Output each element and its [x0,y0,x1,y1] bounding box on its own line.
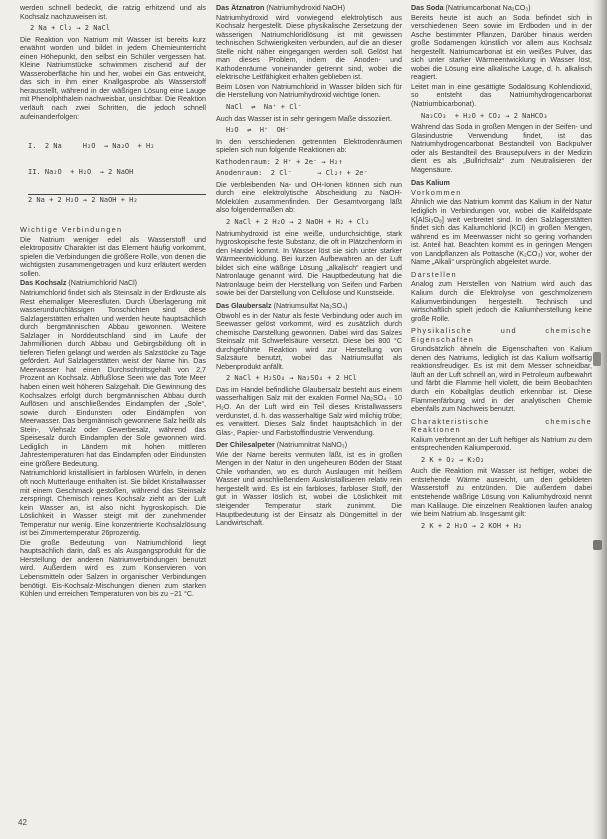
paragraph [20,279,206,288]
paragraph: Beim Lösen von Natriumchlorid in Wasser bilden sich für die Herstellung von Natriumhydroxid wichtige Ionen. [216,82,402,100]
section-heading-chemische-reaktionen: Charakteristische chemische Reaktionen [411,416,592,435]
paragraph: Während das Soda in großen Mengen in der Seifen- und Glasindustrie Verwendung findet, ist das Natriumhydrogencarbonat Bestandteil von Backpulver oder als Bestandteil des Brausepulvers in der Medizin dient es als „Bullrichsalz“ zum Neutralisieren der Magensäure. [411,123,592,174]
heading-aetznatron-formula: (Natriumhydroxid NaOH) [266,4,345,12]
paragraph: Kalium verbrennt an der Luft heftiger als Natrium zu dem entsprechenden Kaliumperoxid. [411,435,592,453]
paragraph: Auch die Reaktion mit Wasser ist heftiger, wobei die entstehende Wärme ausreicht, um den gebildeten Wasserstoff zu entzünden. Die außerdem dabei entstehende wäßrige Lösung von Kaliumhydroxid nennt man Kalilauge. Die einzelnen Reaktionen laufen analog wie beim Natrium ab. Insgesamt gilt: [411,467,592,519]
equation: H₂O ⇌ H⁺ OH⁻ [226,126,290,135]
column-1 [20,4,206,600]
heading-glaubersalz-formula: (Natriumsulfat Na₂SO₄) [273,301,348,310]
paragraph: Bereits heute ist auch an Soda befindet sich in verschiedenen Seen sowie im Erdboden und in der Asche bestimmter Pflanzen, Darüber hinaus werden große Sodamengen künstlich vor allem aus Kochsalz hergestellt. Natriumcarbonat ist ein weißes Pulver, das sich unter starker Wärmeentwicklung in Wasser löst, wobei die Lösung eine alkalische Lauge, d. h. alkalisch reagiert. [411,13,592,82]
heading-kochsalz: Das Kochsalz [20,279,67,288]
paragraph: In den verschiedenen getrennten Elektrodenräumen spielen sich nun folgende Reaktionen ab: [216,137,402,155]
heading-glaubersalz: Das Glaubersalz [216,301,272,310]
paragraph: werden schnell bedeckt, die ratzig erhitzend und als Kochsalz nachzuweisen ist. [20,4,206,21]
paragraph: Die verbleibenden Na- und OH-Ionen können sich nun durch eine elektrolytische Abscheidung zu NaOH-Molekülen zusammenfinden. Der Gesamtvorgang läßt also folgendermaßen ab: [216,180,402,215]
heading-kalium: Das Kalium [411,179,450,188]
paragraph: Natriumchlorid kristallisiert in farblosen Würfeln, in denen oft noch Mutterlauge enthalten ist. Sie bildet Kristallwasser mit einem Geschmack gestoßen, während das Steinsalz zerspringt. Chemisch reines Kochsalz zieht an der Luft kein Wasser an, ist also nicht hygroskopisch. Die Löslichkeit in Wasser steigt mit der zunehmender Temperatur nur wenig. Eine konzentrierte Kochsalzlösung ist bei Zimmertemperatur 26prozentig. [20,469,206,538]
heading-soda: Das Soda [411,4,444,12]
column-2 [216,4,402,529]
paragraph: Auch das Wasser ist in sehr geringem Maße dissoziiert. [216,114,392,123]
section-heading-wichtige-verbindungen: Wichtige Verbindungen [20,225,123,235]
paragraph [216,4,402,13]
section-heading-vorkommen: Vorkommen [411,187,462,197]
equation-sum: 2 Na + 2 H₂O → 2 NaOH + H₂ [28,194,206,205]
equation-block [28,125,206,222]
equation: NaCl ⇌ Na⁺ + Cl⁻ [226,103,302,112]
binding-mark [593,352,601,366]
heading-kochsalz-formula: (Natriumchlorid NaCl) [68,279,138,288]
book-binding-edge [593,0,607,839]
equation: I. 2 Na H₂O → Na₂O + H₂ [28,142,155,151]
equation: II. Na₂O + H₂O → 2 NaOH [28,167,134,176]
column-3 [411,4,592,533]
paragraph: Die Reaktion von Natrium mit Wasser ist bereits kurz erwähnt worden und bildet in jedem Chemieunterricht einen Höhepunkt, den selbst ein Schüler vergessen hat. Kleine Natriumstücke schwimmen zischend auf der Wasseroberfläche hin und her, wobei ein Gas entweicht, das sich in ihm einer Knallgasprobe als Wasserstoff herausstellt, während in der wäßrigen Lösung eine Lauge mit Phenolphthalein nachweisbar, unsichtbar. Die Reaktion verläuft nach zwei Schritten, die jedoch schnell aufeinanderfolgen: [20,35,206,121]
equation: Kathodenraum: 2 H⁺ + 2e⁻ → H₂↑ [216,157,343,166]
paragraph: Die Natrium weniger edel als Wasserstoff und elektropositiv Charakter ist das Element häufig vorkommt, spielen die Verbindungen die größere Rolle, von denen die wichtigsten zusammengetragen und kurz erläutert werden sollen. [20,235,206,278]
paragraph: Analog zum Herstellen von Natrium wird auch das Kalium durch die Elektrolyse von geschmolzenem Kaliumverbindungen hergestellt. Technisch und wirtschaftlich spielt jedoch die Kaliumherstellung keine große Rolle. [411,280,592,323]
binding-mark [593,540,602,550]
paragraph: Leitet man in eine gesättigte Sodalösung Kohlendioxid, so entsteht das Natriumhydrogencarbonat (Natriumbicarbonat). [411,82,592,109]
page-number: 42 [18,818,27,827]
paragraph: Natriumhydroxid wird vorwiegend elektrolytisch aus Kochsalz hergestellt. Diese physikalische Zersetzung der wässerigen Natriumchloridlösung ist mit gewissen technischen Schwierigkeiten verbunden, auf die an dieser Stelle nicht näher eingegangen werden soll. Gelöst hat man dieses Problem, indem die Anoden- und Kathodenräume voneinander getrennt sind, wobei die elektrische Leitfähigkeit erhalten geblieben ist. [216,13,402,82]
paragraph: Grundsätzlich ähneln die Eigenschaften von Kalium denen des Natriums, lediglich ist das Kalium wolfsartig reaktionsfreudiger. Es ist mit dem Messer schneidbar, läuft an der Luft schnell an, wird in Petroleum aufbewahrt und färbt die Flamme hell violett, die beim Beobachten durch ein Kobaltglas deutlich erkennbar ist. Diese Flammenfärbung wird in der analytischen Chemie ebenfalls zum Nachweis benutzt. [411,345,592,414]
equation: 2 NaCl + H₂SO₄ → Na₂SO₄ + 2 HCl [226,374,357,383]
paragraph: Wie der Name bereits vermuten läßt, ist es in großen Mengen in der Natur in den ungeheuren Böden der Staat Chile vorhanden, wo es durch Auslaugen mit heißem Wasser und anschließendem Auskristallisieren relativ rein hergestellt wird. Es ist ein farbloses, farbloser Stoff, der gut in Wasser löslich ist, wobei die Löslichkeit mit steigender Temperatur stark zunimmt. Die Hauptbedeutung ist der Einsatz als Düngemittel in der Landwirtschaft. [216,450,402,528]
heading-soda-formula: (Natriumcarbonat Na₂CO₃) [445,4,531,12]
heading-aetznatron: Das Ätznatron [216,4,265,12]
paragraph [216,302,402,311]
equation: Anodenraum: 2 Cl⁻ → Cl₂↑ + 2e⁻ [216,169,368,178]
paragraph [216,441,402,450]
equation: 2 NaCl + 2 H₂O → 2 NaOH + H₂ + Cl₂ [226,218,370,227]
paragraph: Natriumhydroxid ist eine weiße, undurchsichtige, stark hygroskopische feste Substanz, die oft in Plätzchenform in den Handel kommt. In Wasser löst sie sich unter starker Wärmeentwicklung. Bei kurzen Aufbewahren an der Luft bildet sich eine wäßrige Lösung „alkalisch“ reagiert und Natronlauge genannt wird. Die Hauptbedeutung hat die Natronlauge beim der Herstellung von Seifen und Farben sowie bei der Darstellung von Cellulose und Kunstseide. [216,229,402,298]
section-heading-physikalische-eigenschaften: Physikalische und chemische Eigenschaften [411,326,592,344]
equation: 2 K + 2 H₂O → 2 KOH + H₂ [421,521,523,530]
paragraph: Obwohl es in der Natur als feste Verbindung oder auch im Seewasser gelöst vorkommt, wird es zusätzlich durch chemische Darstellung gewonnen. Dabei wird das Salzes Steinsalz mit Schwefelsäure versetzt. Diese bei 800 °C durchgeführte Reaktion wird zur Herstellung von Salzsäure benutzt, wobei das Natriumsulfat als Nebenprodukt anfällt. [216,311,402,371]
heading-chilesalpeter-formula: (Natriumnitrat NaNO₃) [276,441,348,450]
equation: Na₂CO₃ + H₂O + CO₂ → 2 NaHCO₃ [421,111,548,120]
paragraph: Natriumchlorid findet sich als Steinsalz in der Erdkruste als Rest ehemaliger Meeresfluten. Durch Überlagerung mit wasserundurchlässigen Tonschichten sind diese Salzlagerstätten erhalten und werden heute hauptsächlich durch bergmännischen Abbau gewonnen. Weitere Salzlager in Norddeutschland sind im Laufe der Jahrmillionen durch Abbau und Gebirgsbildung oft in tieferen Tiefen gelangt und werden als Salzstöcke zu Tage gefördert. Auf Salzlagerstätten weist der Name hin. Das Meerwasser hat einen Durchschnittsgehalt von 2,7 Prozent an Kochsalz. Abflußlose Seen wie das Tote Meer haben einen weit höheren Salzgehalt. Die Gewinnung des Kochsalzes erfolgt durch bergmännischen Abbau durch Auflösen und anschließendes Eindampfen der „Sole“, sowie durch Eindunsten oder Eindämpfen von Meerwasser. Das bergmännisch gewonnene Salz heißt als Stein-, Viehsalz oder Gewerbesalz, während das Speisesalz durch Eindampfen der Sole gewonnen wird. Lediglich in Ländern mit hohen mittleren Jahrestemperaturen hat das Eindampfen oder Eindunsten eine größere Bedeutung. [20,288,206,468]
paragraph: Die große Bedeutung von Natriumchlorid liegt hauptsächlich darin, daß es als Ausgangsprodukt für die Herstellung der anderen Natriumverbindungen benutzt wird. Außerdem wird es zum Konservieren von Lebensmitteln oder Salzen in organischer Verbindungen benötigt. Eis-Kochsalz-Mischungen dienen zum starken Kühlen und erreichen Temperaturen von bis zu −21 °C. [20,538,206,599]
paragraph: Ähnlich wie das Natrium kommt das Kalium in der Natur lediglich in Verbindungen vor, wobei die Kalifeldspate K[AlSi₃O₈] weit verbreitet sind. In den Salzlagerstätten findet sich das Kaliumchlorid (KCl) in großen Mengen, während es im Meerwasser nicht so gering vorhanden ist. Anteil hat. Beachten kommt es in geringen Mengen von Landpflanzen als Pottasche (K₂CO₃) vor, woher der Name „Alkali“ ursprünglich abgeleitet wurde. [411,198,592,267]
paragraph: Das im Handel befindliche Glaubersalz besteht aus einem wasserhaltigen Salz mit der exakten Formel Na₂SO₄ · 10 H₂O. An der Luft wird ein Teil dieses Kristallwassers verdunstet, d. h. das wasserhaltige Salz wird milchig trübe; es verwittert. Dieses Salz findet hauptsächlich in der Glas-, Papier- und Farbstoffindustrie Verwendung. [216,385,402,437]
paragraph [411,4,592,13]
equation: 2 K + O₂ → K₂O₂ [421,455,485,464]
equation: 2 Na + Cl₂ → 2 NaCl [30,24,111,33]
section-heading-darstellen: Darstellen [411,269,457,279]
heading-chilesalpeter: Der Chilesalpeter [216,441,275,450]
